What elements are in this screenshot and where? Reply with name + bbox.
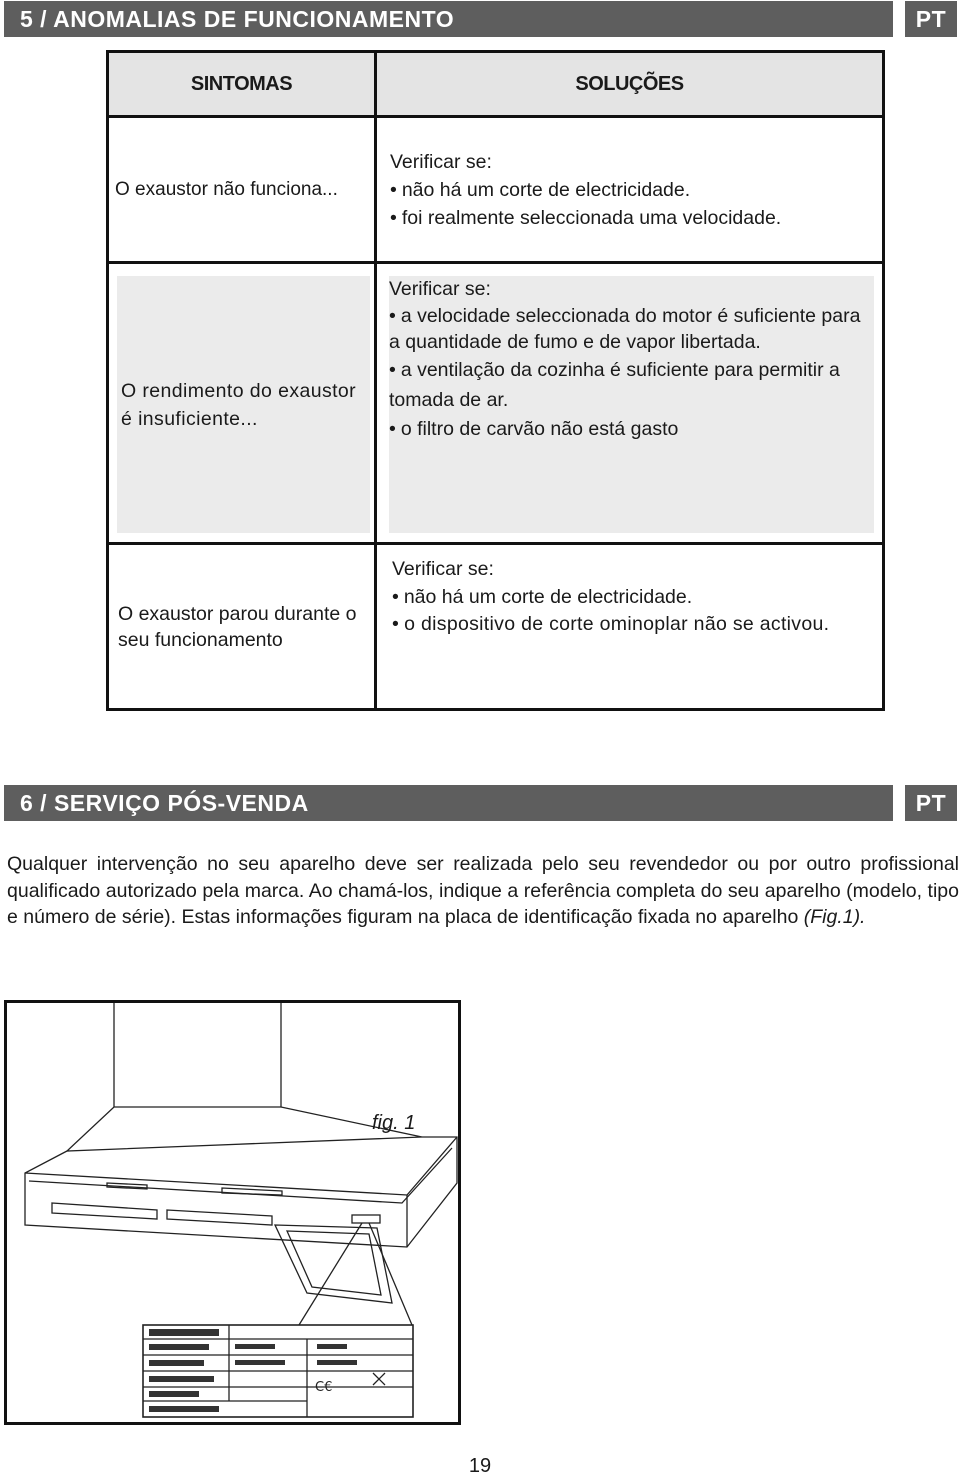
solutions-header: SOLUÇÕES	[376, 52, 884, 117]
section-6-title: 6 / SERVIÇO PÓS-VENDA	[20, 789, 309, 816]
figure-label: fig. 1	[372, 1112, 416, 1134]
svg-text:C€: C€	[315, 1380, 333, 1395]
solution-cell	[376, 263, 884, 544]
after-sales-text: Qualquer intervenção no seu aparelho deve ser realizada pelo seu revendedor ou por outro profissional qualificado autorizado pela marca. Ao chamá-los, indique a referência completa do seu aparelho (modelo, tipo e número de série). Estas informações figuram na placa de identificação fixada no aparelho	[7, 853, 959, 928]
solution-intro: Verificar se:	[389, 278, 491, 300]
solution-item: • não há um corte de electricidade.	[392, 583, 874, 611]
solution-item: • o dispositivo de corte ominoplar não se activou.	[392, 611, 874, 637]
symptom-text: O exaustor parou durante o seu funcionamento	[118, 602, 357, 651]
section-5-title: 5 / ANOMALIAS DE FUNCIONAMENTO	[20, 5, 455, 32]
section-6-title-bar	[4, 785, 893, 821]
after-sales-paragraph	[7, 851, 959, 931]
section-5-title-bar	[4, 1, 893, 37]
solution-cell	[376, 117, 884, 263]
symptom-cell	[108, 117, 376, 263]
troubleshooting-table	[106, 50, 885, 711]
section-5-language-badge: PT	[905, 1, 957, 37]
solution-item: • foi realmente seleccionada uma velocidade.	[390, 204, 874, 232]
range-hood-figure	[4, 1000, 461, 1425]
page-number: 19	[468, 1455, 492, 1477]
solution-cell	[376, 544, 884, 710]
symptoms-header: SINTOMAS	[108, 52, 376, 117]
solution-intro: Verificar se:	[390, 150, 492, 173]
solution-item: • não há um corte de electricidade.	[390, 176, 874, 204]
solution-item: • a ventilação da cozinha é suficiente para permitir a tomada de ar.	[389, 355, 874, 415]
symptom-text: O rendimento do exaustor é insuficiente...	[121, 379, 357, 430]
solution-item: • a velocidade seleccionada do motor é suficiente para a quantidade de fumo e de vapor libertada.	[389, 303, 874, 355]
symptom-text: O exaustor não funciona...	[115, 179, 338, 200]
section-6-language-badge: PT	[905, 785, 957, 821]
symptom-cell	[108, 544, 376, 710]
solution-intro: Verificar se:	[392, 558, 494, 580]
range-hood-illustration	[7, 1003, 458, 1422]
solution-item: • o filtro de carvão não está gasto	[389, 415, 874, 443]
figure-reference: (Fig.1).	[803, 906, 866, 928]
symptom-cell	[108, 263, 376, 544]
